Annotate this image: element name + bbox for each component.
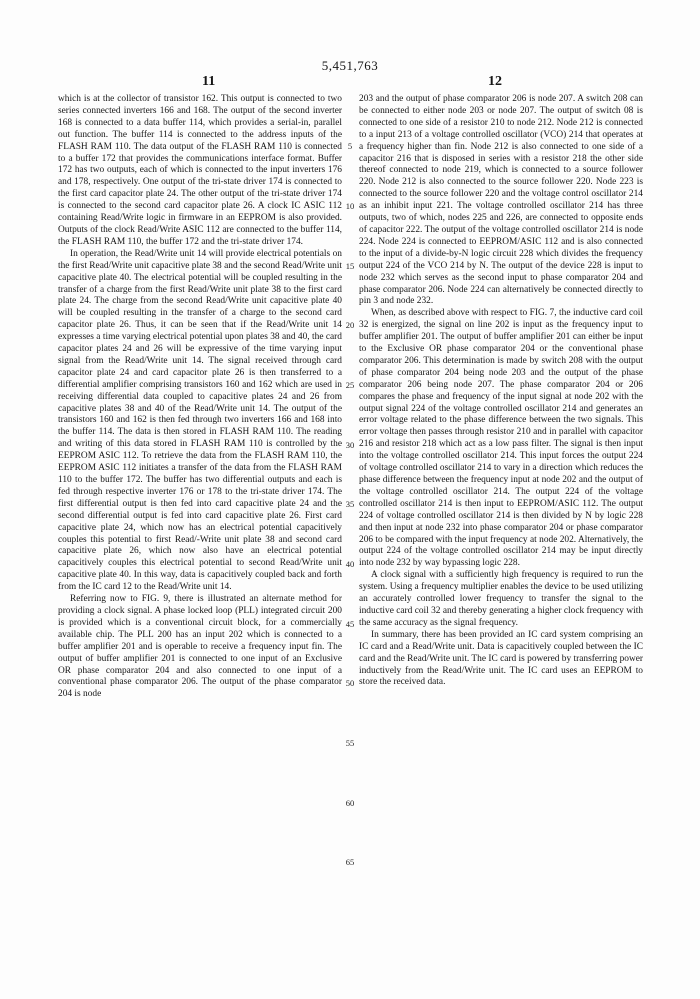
line-number: 5: [347, 141, 353, 151]
line-number: 35: [345, 499, 355, 509]
left-paragraph-2: In operation, the Read/Write unit 14 will provide electrical potentials on the first Read/Write unit capacitive plate 38 and the second Read/Write unit capacitive plate 40. The electrical potential will be coupled resulting in the transfer of a charge from the first Read/Write unit plate 38 to the first card plate 24. The charge from the second Read/Write unit capacitive plate 40 will be coupled resulting in the transfer of a charge to the second card capacitor plate 26. Thus, it can be seen that if the Read/Write unit 14 expresses a time varying electrical potential upon plates 38 and 40, the card capacitor plates 24 and 26 will be expressive of the time varying input signal from the Read/Write unit 14. The signal received through card capacitor plate 24 and card capacitor plate 26 is then transferred to a differential amplifier comprising transistors 160 and 162 which are used in receiving differential data coupled to capacitive plates 24 and 26 from capacitive plates 38 and 40 of the Read/Write unit 14. The output of the transistors 160 and 162 is then fed through two inverters 166 and 168 into the buffer 114. The data is then stored in FLASH RAM 110. The reading and writing of this data stored in FLASH RAM 110 is controlled by the EEPROM ASIC 112. To retrieve the data from the FLASH RAM 110, the EEPROM ASIC 112 initiates a transfer of the data from the FLASH RAM 110 to the buffer 172. The buffer has two differential outputs and each is fed through respective inverter 176 or 178 to the tri-state driver 174. The first differential output is then fed into card capacitive plate 24 and the second differential output is fed into card capacitive plate 26. First card capacitive plate 24, which now has an electrical potential capacitively couples this potential to first Read/-Write unit plate 38 and second card capacitive plate 26, which now also have an electrical potential capacitively couples this electrical potential to second Read/Write unit capacitive plate 40. In this way, data is capacitively coupled back and forth from the IC card 12 to the Read/Write unit 14.: [58, 248, 342, 593]
line-number: 30: [345, 440, 355, 450]
right-paragraph-1: 203 and the output of phase comparator 206 is node 207. A switch 208 can be connected to either node 203 or node 207. The output of switch 08 is connected to one side of a resistor 210 to node 212. Node 212 is connected to a input 213 of a voltage controlled oscillator (VCO) 214 that operates at a frequency higher than fin. Node 212 is also connected to one side of a capacitor 216 that is disposed in series with a resistor 218 the other side thereof connected to node 219, which is connected to a source follower 220. Node 212 is also connected to the source follower 220. Node 223 is connected to the source follower 220 and the voltage control oscillator 214 as an inhibit input 221. The voltage controlled oscillator 214 has three outputs, two of which, nodes 225 and 226, are connected to opposite ends of capacitor 222. The output of the voltage controlled oscillator 214 is node 224. Node 224 is connected to EEPROM/ASIC 112 and is also connected to the input of a divide-by-N logic circuit 228 which divides the frequency output 224 of the VCO 214 by N. The output of the device 228 is input to node 232 which serves as the second input to phase comparator 204 and phase comparator 206. Node 224 can alternatively be connected directly to pin 3 and node 232.: [359, 94, 643, 307]
line-number: 45: [345, 619, 355, 629]
left-paragraph-1: which is at the collector of transistor 162. This output is connected to two series connected inverters 166 and 168. The output of the second inverter 168 is connected to a data buffer 114, which provides a serial-in, parallel out function. The buffer 114 is connected to the address inputs of the FLASH RAM 110. The data output of the FLASH RAM 110 is connected to a buffer 172 that provides the communications interface format. Buffer 172 has two outputs, each of which is connected to the input inverters 176 and 178, respectively. One output of the tri-state driver 174 is connected to the first card capacitor plate 24. The other output of the tri-state driver 174 is connected to the second card capacitor plate 26. A clock IC ASIC 112 containing Read/Write logic in firmware in an EEPROM is also provided. Outputs of the clock Read/Write ASIC 112 are connected to the buffer 114, the FLASH RAM 110, the buffer 172 and the tri-state driver 174.: [58, 94, 342, 247]
line-number: 40: [345, 559, 355, 569]
line-number: 15: [345, 261, 355, 271]
line-number: 60: [345, 798, 355, 808]
right-paragraph-2: When, as described above with respect to FIG. 7, the inductive card coil 32 is energized, the signal on line 202 is input as the frequency input to buffer amplifier 201. The output of buffer amplifier 201 can either be input to the Exclusive OR phase comparator 204 or the conventional phase comparator 206. This determination is made by switch 208 with the output of phase comparator 204 being node 203 and the output of the phase comparator 206 being node 207. The phase comparator 204 or 206 compares the phase and frequency of the input signal at node 202 with the output signal 224 of the voltage controlled oscillator 214 and generates an error voltage related to the phase difference between the two signals. This error voltage then passes through resistor 210 and in parallel with capacitor 216 and resistor 218 which act as a low pass filter. The signal is then input into the voltage controlled oscillator 214. This input forces the output 224 of voltage controlled oscillator 214 to vary in a direction which reduces the phase difference between the frequency input at node 202 and the output of the voltage controlled oscillator 214. The output 224 of the voltage controlled oscillator 214 is then input to EEPROM/ASIC 112. The output 224 of voltage controlled oscillator 214 is then divided by N by logic 228 and then input at node 232 into phase comparator 204 or phase comparator 206 to be compared with the input frequency at node 202. Alternatively, the output 224 of the voltage controlled oscillator 214 may be input directly into node 232 by way bypassing logic 228.: [359, 308, 643, 569]
right-paragraph-4: In summary, there has been provided an IC card system comprising an IC card and a Read/Write unit. Data is capacitively coupled between the IC card and the Read/Write unit. The IC card is powered by transferring power inductively from the Read/Write unit. The IC card uses an EEPROM to store the received data.: [359, 629, 643, 688]
right-column: [359, 94, 643, 689]
left-paragraph-3: Referring now to FIG. 9, there is illustrated an alternate method for providing a clock signal. A phase locked loop (PLL) integrated circuit 200 is provided which is a conventional circuit block, for a commercially available chip. The PLL 200 has an input 202 which is connected to a buffer amplifier 201 and is operable to receive a frequency input fin. The output of buffer amplifier 201 is connected to one input of an Exclusive OR phase comparator 204 and also connected to one input of a conventional phase comparator 206. The output of the phase comparator 204 is node: [58, 594, 342, 700]
left-column: [58, 94, 342, 701]
page-header: 5,451,763: [321, 58, 379, 73]
line-number: 65: [345, 857, 355, 867]
line-number: 55: [345, 738, 355, 748]
right-paragraph-3: A clock signal with a sufficiently high frequency is required to run the system. Using a frequency multiplier enables the device to be used utilizing an accurately controlled lower frequency to transfer the signal to the inductive card coil 32 and thereby generating a higher clock frequency with the same accuracy as the signal frequency.: [359, 570, 644, 628]
line-number: 10: [345, 201, 355, 211]
right-page-number: 12: [488, 74, 502, 89]
line-number: 20: [345, 320, 355, 330]
line-number: 25: [345, 380, 355, 390]
left-page-number: 11: [202, 74, 216, 89]
line-number: 50: [345, 678, 355, 688]
